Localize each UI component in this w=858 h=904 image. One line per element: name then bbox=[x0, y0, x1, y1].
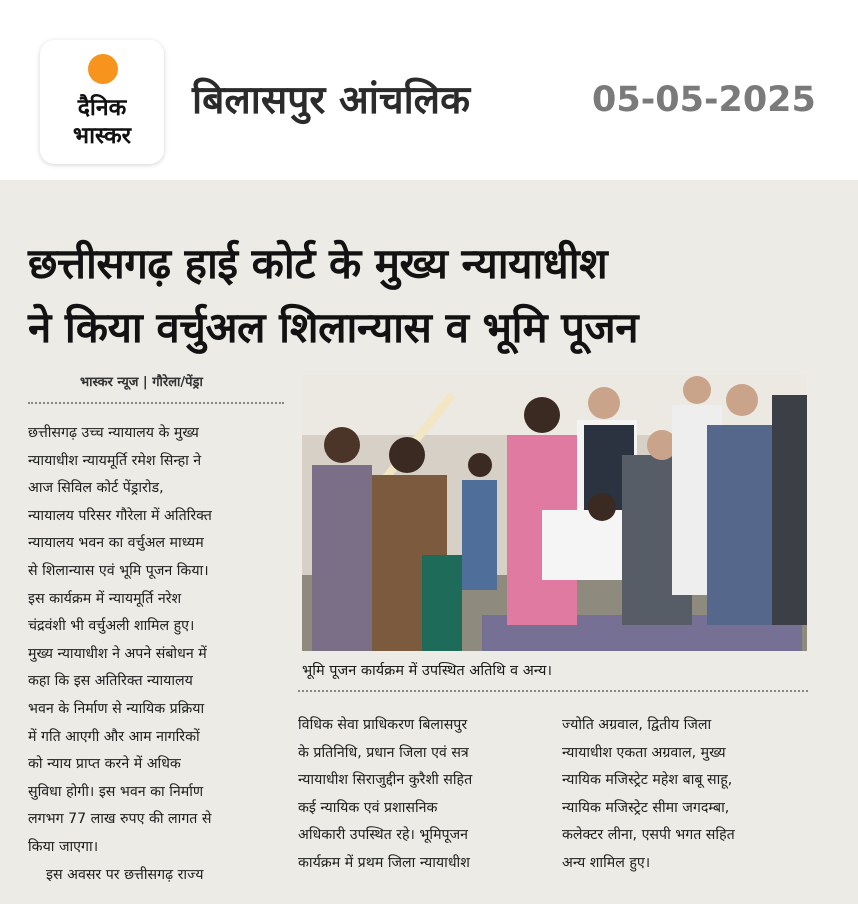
text-line: को न्याय प्राप्त करने में अधिक bbox=[28, 756, 181, 773]
text-line: अधिकारी उपस्थित रहे। भूमिपूजन bbox=[298, 827, 469, 844]
text-line: छत्तीसगढ़ उच्च न्यायालय के मुख्य bbox=[28, 425, 199, 441]
app-header bbox=[0, 0, 858, 180]
text-line: इस कार्यक्रम में न्यायमूर्ति नरेश bbox=[28, 590, 182, 607]
edition-title: बिलासपुर आंचलिक bbox=[192, 78, 471, 123]
text-line: न्यायाधीश न्यायमूर्ति रमेश सिन्हा ने bbox=[28, 452, 202, 469]
text-line: मुख्य न्यायाधीश ने अपने संबोधन में bbox=[28, 645, 207, 662]
text-line: इस अवसर पर छत्तीसगढ़ राज्य bbox=[28, 866, 204, 883]
headline-line: ने किया वर्चुअल शिलान्यास व भूमि पूजन bbox=[28, 303, 639, 352]
byline: भास्कर न्यूज | गौरेला/पेंड्रा bbox=[80, 375, 203, 390]
article-column-3 bbox=[562, 712, 808, 878]
caption-divider bbox=[298, 690, 808, 692]
article-column-2 bbox=[298, 712, 550, 878]
logo-line2: भास्कर bbox=[72, 122, 132, 149]
headline-line: छत्तीसगढ़ हाई कोर्ट के मुख्य न्यायाधीश bbox=[28, 239, 608, 288]
event-photo-illustration bbox=[302, 375, 807, 651]
text-line: न्यायाधीश एकता अग्रवाल, मुख्य bbox=[562, 744, 726, 761]
sun-logo-icon bbox=[88, 54, 118, 84]
text-line: न्यायिक मजिस्ट्रेट महेश बाबू साहू, bbox=[562, 772, 733, 789]
text-line: कहा कि इस अतिरिक्त न्यायालय bbox=[28, 673, 193, 690]
text-line: अन्य शामिल हुए। bbox=[562, 854, 651, 871]
text-line: लगभग 77 लाख रुपए की लागत से bbox=[28, 811, 212, 828]
text-line: ज्योति अग्रवाल, द्वितीय जिला bbox=[562, 717, 712, 733]
text-line: न्यायिक मजिस्ट्रेट सीमा जगदम्बा, bbox=[562, 799, 730, 816]
text-line: के प्रतिनिधि, प्रधान जिला एवं सत्र bbox=[298, 744, 469, 761]
dainik-bhaskar-logo[interactable] bbox=[40, 40, 164, 164]
text-line: भवन के निर्माण से न्यायिक प्रक्रिया bbox=[28, 700, 205, 717]
text-line: कार्यक्रम में प्रथम जिला न्यायाधीश bbox=[298, 854, 470, 871]
text-line: आज सिविल कोर्ट पेंड्रारोड, bbox=[28, 480, 164, 497]
edition-date: 05-05-2025 bbox=[592, 80, 816, 120]
text-line: सुविधा होगी। इस भवन का निर्माण bbox=[28, 783, 204, 800]
text-line: में गति आएगी और आम नागरिकों bbox=[28, 728, 200, 745]
photo-caption: भूमि पूजन कार्यक्रम में उपस्थित अतिथि व अन्य। bbox=[302, 663, 552, 679]
text-line: न्यायाधीश सिराजुद्दीन कुरैशी सहित bbox=[298, 772, 473, 789]
text-line: किया जाएगा। bbox=[28, 838, 99, 855]
text-line: कई न्यायिक एवं प्रशासनिक bbox=[298, 799, 438, 816]
logo-line1: दैनिक bbox=[77, 94, 127, 121]
text-line: से शिलान्यास एवं भूमि पूजन किया। bbox=[28, 562, 209, 579]
text-line: न्यायालय परिसर गौरेला में अतिरिक्त bbox=[28, 507, 212, 524]
byline-divider bbox=[28, 402, 284, 404]
article-column-1 bbox=[28, 420, 284, 889]
text-line: विधिक सेवा प्राधिकरण बिलासपुर bbox=[298, 717, 468, 733]
text-line: कलेक्टर लीना, एसपी भगत सहित bbox=[562, 827, 735, 844]
article-headline bbox=[28, 232, 838, 360]
event-photo bbox=[302, 375, 807, 651]
text-line: न्यायालय भवन का वर्चुअल माध्यम bbox=[28, 535, 204, 552]
text-line: चंद्रवंशी भी वर्चुअली शामिल हुए। bbox=[28, 618, 195, 635]
